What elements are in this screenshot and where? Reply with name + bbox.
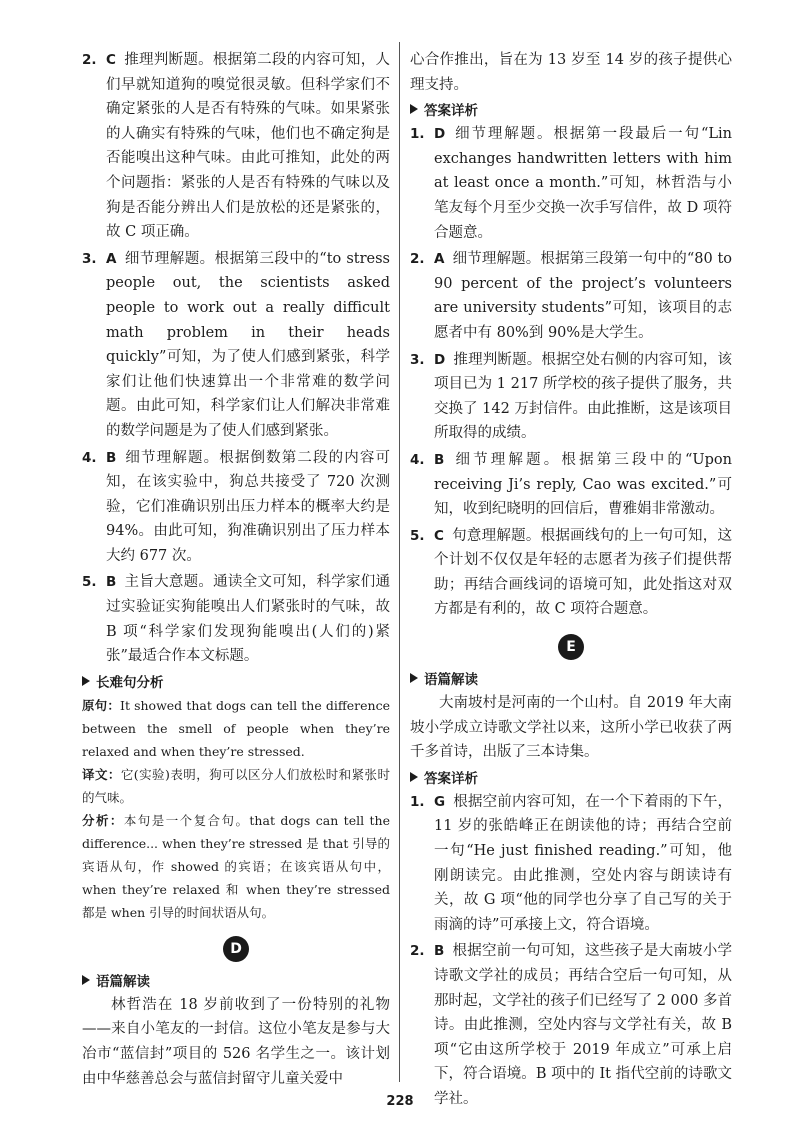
answer-item — [410, 524, 732, 622]
answer-text: 细节理解题。根据倒数第二段的内容可知，在该实验中，狗总共接受了 720 次测验，它们准确识别出压力样本的概率大约是 94%。由此可知，狗准确识别出了压力样本大约 677 次。 — [106, 449, 390, 564]
answer-text: 推理判断题。根据空处右侧的内容可知，该项目已为 1 217 所学校的孩子提供了服务，共交换了 142 万封信件。由此推断，这是该项目所取得的成绩。 — [434, 351, 732, 442]
section-heading-long-sentence: 长难句分析 — [82, 671, 390, 691]
triangle-bullet-icon — [410, 772, 418, 782]
answer-item — [82, 48, 390, 245]
answer-key: G — [434, 793, 446, 810]
answer-item — [410, 448, 732, 522]
answer-key: B — [434, 943, 445, 960]
answer-text: 句意理解题。根据画线句的上一句可知，这个计划不仅仅是年轻的志愿者为孩子们提供帮助；再结合画线词的语境可知，此处指这对双方都是有利的，故 C 项符合题意。 — [434, 527, 732, 618]
item-number: 5. — [410, 527, 425, 544]
answer-key: D — [434, 126, 446, 143]
item-number: 4. — [82, 449, 97, 466]
triangle-bullet-icon — [410, 104, 418, 114]
answer-item — [82, 247, 390, 444]
passage-e-badge: E — [410, 634, 732, 660]
section-heading-reading: 语篇解读 — [82, 970, 390, 990]
answer-text: 细节理解题。根据第三段中的“Upon receiving Ji’s reply, Cao was excited.”可知，收到纪晓明的回信后，曹雅娟非常激动。 — [434, 451, 732, 518]
item-number: 5. — [82, 574, 97, 591]
answer-key: B — [434, 451, 445, 468]
translation: 译文：它(实验)表明，狗可以区分人们放松时和紧张时的气味。 — [82, 766, 390, 805]
item-number: 2. — [82, 52, 97, 68]
answer-key: C — [434, 527, 444, 544]
item-number: 1. — [410, 793, 425, 810]
page-number: 228 — [386, 1094, 414, 1109]
answer-item — [82, 570, 390, 668]
answer-item — [410, 247, 732, 345]
answer-item — [410, 348, 732, 446]
answer-item — [410, 939, 732, 1111]
answer-key: D — [434, 351, 446, 368]
section-heading-answers: 答案详析 — [410, 767, 732, 787]
passage-summary-e: 大南坡村是河南的一个山村。自 2019 年大南坡小学成立诗歌文学社以来，这所小学已收获了两千多首诗，出版了三本诗集。 — [410, 695, 732, 761]
item-number: 2. — [410, 251, 425, 268]
item-number: 2. — [410, 943, 425, 960]
answer-text: 根据空前一句可知，这些孩子是大南坡小学诗歌文学社的成员；再结合空后一句可知，从那时起，文学社的孩子们已经写了 2 000 多首诗。由此推测，空处内容与文学社有关，故 B 项“它由这所学校于 2019 年成立”可承上启下，符合语境。B 项中的 It 指代空前的诗歌文学社。 — [434, 943, 732, 1107]
passage-summary-d-continued: 心合作推出，旨在为 13 岁至 14 岁的孩子提供心理支持。 — [410, 52, 732, 93]
answer-key: C — [106, 52, 116, 68]
answer-item — [410, 122, 732, 245]
item-number: 3. — [410, 351, 425, 368]
answer-text: 推理判断题。根据第二段的内容可知，人们早就知道狗的嗅觉很灵敏。但科学家们不确定紧张的人是否有特殊的气味。如果紧张的人确实有特殊的气味，他们也不确定狗是否能嗅出这种气味。由此可推知，此处的两个问题指：紧张的人是否有特殊的气味以及狗是否能分辨出人们是放松的还是紧张的，故 C 项正确。 — [106, 52, 390, 241]
original-sentence: 原句：It showed that dogs can tell the difference between the smell of people when they’re relaxed and when they’re stressed. — [82, 697, 390, 759]
answer-item — [410, 790, 732, 938]
section-heading-answers: 答案详析 — [410, 99, 732, 119]
right-column — [410, 48, 732, 1114]
triangle-bullet-icon — [410, 673, 418, 683]
answer-key: B — [106, 574, 117, 591]
answer-key: A — [434, 251, 445, 268]
analysis: 分析：本句是一个复合句。that dogs can tell the difference... when they’re stressed 是 that 引导的宾语从句，作 showed 的宾语；在该宾语从句中，when they’re relaxed 和 when they’re stressed 都是 when 引导的时间状语从句。 — [82, 812, 390, 920]
answer-key: B — [106, 449, 117, 466]
passage-d-badge: D — [82, 936, 390, 962]
answer-text: 细节理解题。根据第一段最后一句“Lin exchanges handwritten letters with him at least once a month.”可知，林哲浩与小笔友每个月至少交换一次手写信件，故 D 项符合题意。 — [434, 126, 732, 241]
answer-text: 主旨大意题。通读全文可知，科学家们通过实验证实狗能嗅出人们紧张时的气味，故 B 项“科学家们发现狗能嗅出(人们的)紧张”最适合作本文标题。 — [106, 574, 390, 665]
column-divider — [399, 42, 400, 1082]
item-number: 3. — [82, 250, 97, 267]
answer-item — [82, 446, 390, 569]
answer-text: 细节理解题。根据第三段中的“to stress people out, the scientists asked people to work out a really difficult math problem in their heads quickly”可知，为了使人们感到紧张，科学家们让他们快速算出一个非常难的数学问题。由此可知，科学家们让人们解决非常难的数学问题是为了使人们感到紧张。 — [106, 250, 390, 439]
answer-text: 细节理解题。根据第三段第一句中的“80 to 90 percent of the project’s volunteers are university students”可知，该项目的志愿者中有 80%到 90%是大学生。 — [434, 251, 732, 341]
left-column — [82, 48, 390, 1091]
section-heading-reading: 语篇解读 — [410, 668, 732, 688]
answer-text: 根据空前内容可知，在一个下着雨的下午，11 岁的张皓峰正在朗读他的诗；再结合空前一句“He just finished reading.”可知，他刚朗读完。由此推测，空处内容与朗读诗有关，故 G 项“他的同学也分享了自己写的关于雨滴的诗”可承接上文，符合语境。 — [434, 793, 732, 933]
passage-summary-d: 林哲浩在 18 岁前收到了一份特别的礼物——来自小笔友的一封信。这位小笔友是参与大冶市“蓝信封”项目的 526 名学生之一。该计划由中华慈善总会与蓝信封留守儿童关爱中 — [82, 996, 390, 1087]
answer-key: A — [106, 250, 117, 267]
triangle-bullet-icon — [82, 676, 90, 686]
item-number: 4. — [410, 451, 425, 468]
triangle-bullet-icon — [82, 975, 90, 985]
item-number: 1. — [410, 126, 425, 143]
